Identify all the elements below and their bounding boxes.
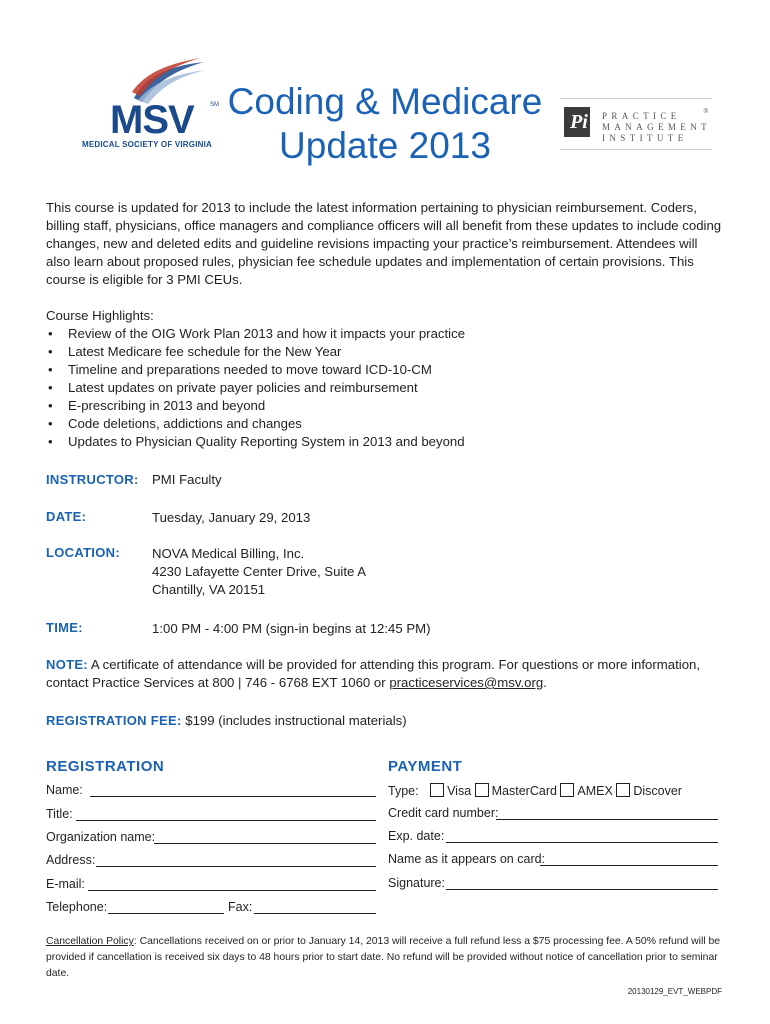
page-title xyxy=(225,80,545,168)
list-item: • E-prescribing in 2013 and beyond xyxy=(46,397,722,415)
address-label: Address: xyxy=(46,853,96,867)
course-highlights xyxy=(46,307,722,451)
msv-wordmark: MSV xyxy=(110,98,194,142)
course-description: This course is updated for 2013 to include the latest information pertaining to physician reimbursement. Coders, billing staff, physicians, office managers and compliance officers will all benefit from these updates to include coding changes, new and deleted edits and guideline revisions impacting your practice’s reimbursement. Attendees will also learn about proposed rules, physician fee schedule updates and implementation of certain provisions. This course is eligible for 3 PMI CEUs. xyxy=(46,200,722,287)
location-line-3: Chantilly, VA 20151 xyxy=(152,582,266,597)
location-label: LOCATION: xyxy=(46,545,120,560)
card-type-row xyxy=(388,783,682,798)
name-field[interactable] xyxy=(90,796,376,797)
type-label: Type: xyxy=(388,784,419,798)
discover-checkbox[interactable] xyxy=(616,783,630,797)
exp-date-field[interactable] xyxy=(446,842,718,843)
name-on-card-label: Name as it appears on card: xyxy=(388,852,546,866)
organization-field[interactable] xyxy=(154,843,376,844)
date-value: Tuesday, January 29, 2013 xyxy=(152,510,311,525)
time-label: TIME: xyxy=(46,620,83,635)
list-item: • Updates to Physician Quality Reporting System in 2013 and beyond xyxy=(46,433,722,451)
pmi-line-3: INSTITUTE xyxy=(602,133,688,143)
organization-label: Organization name: xyxy=(46,830,156,844)
highlights-heading: Course Highlights: xyxy=(46,308,154,323)
fee-block xyxy=(46,712,407,730)
instructor-value: PMI Faculty xyxy=(152,472,222,487)
title-line-2: Update 2013 xyxy=(279,125,491,166)
location-line-1: NOVA Medical Billing, Inc. xyxy=(152,546,305,561)
service-mark: SM xyxy=(210,102,219,108)
mastercard-label: MasterCard xyxy=(491,784,557,798)
time-value: 1:00 PM - 4:00 PM (sign-in begins at 12:45 PM) xyxy=(152,621,431,636)
name-on-card-field[interactable] xyxy=(540,865,718,866)
highlights-list xyxy=(46,325,722,451)
pmi-wordmark xyxy=(602,111,711,144)
card-number-label: Credit card number: xyxy=(388,806,499,820)
mastercard-checkbox[interactable] xyxy=(475,783,489,797)
pmi-line-1: PRACTICE xyxy=(602,111,681,121)
fee-label: REGISTRATION FEE: xyxy=(46,713,182,728)
title-line-1: Coding & Medicare xyxy=(227,81,543,122)
location-value xyxy=(152,545,366,599)
pmi-line-2: MANAGEMENT xyxy=(602,122,711,132)
fax-field[interactable] xyxy=(254,913,376,914)
registration-heading: REGISTRATION xyxy=(46,758,165,775)
card-number-field[interactable] xyxy=(496,819,718,820)
fax-label: Fax: xyxy=(228,900,253,914)
amex-checkbox[interactable] xyxy=(560,783,574,797)
cancellation-label: Cancellation Policy xyxy=(46,936,134,947)
signature-field[interactable] xyxy=(446,889,718,890)
list-item: • Timeline and preparations needed to move toward ICD-10-CM xyxy=(46,361,722,379)
note-contact: contact Practice Services at 800 | 746 - 6768 EXT 1060 or xyxy=(46,675,390,690)
email-label: E-mail: xyxy=(46,877,85,891)
registered-mark: ® xyxy=(703,109,708,115)
document-code: 20130129_EVT_WEBPDF xyxy=(627,987,722,996)
list-item: • Latest Medicare fee schedule for the New Year xyxy=(46,343,722,361)
note-text: A certificate of attendance will be provided for attending this program. For questions or more information, xyxy=(90,657,701,672)
date-label: DATE: xyxy=(46,509,87,524)
title-field[interactable] xyxy=(76,820,376,821)
note-period: . xyxy=(543,675,547,690)
signature-label: Signature: xyxy=(388,876,445,890)
cancellation-policy xyxy=(46,934,722,982)
email-field[interactable] xyxy=(88,890,376,891)
email-link[interactable]: practiceservices@msv.org xyxy=(389,675,544,690)
note-label: NOTE: xyxy=(46,657,88,672)
name-label: Name: xyxy=(46,783,83,797)
list-item: • Code deletions, addictions and changes xyxy=(46,415,722,433)
instructor-label: INSTRUCTOR: xyxy=(46,472,139,487)
cancellation-text: : Cancellations received on or prior to January 14, 2013 will receive a full refund less a $75 processing fee. A 50% refund will be provided if cancellation is received six days to 48 hours prior to start date. No refund will be provided without notice of cancellation prior to seminar date. xyxy=(46,936,721,979)
pmi-mark-icon: Pi xyxy=(564,107,590,137)
discover-label: Discover xyxy=(633,784,682,798)
list-item: • Latest updates on private payer policies and reimbursement xyxy=(46,379,722,397)
note-block xyxy=(46,656,736,692)
society-name: MEDICAL SOCIETY OF VIRGINIA xyxy=(81,140,212,149)
msv-logo xyxy=(72,58,222,150)
visa-label: Visa xyxy=(447,784,472,798)
fee-value: $199 (includes instructional materials) xyxy=(185,713,407,728)
title-label: Title: xyxy=(46,807,73,821)
list-item: • Review of the OIG Work Plan 2013 and how it impacts your practice xyxy=(46,325,722,343)
location-line-2: 4230 Lafayette Center Drive, Suite A xyxy=(152,564,367,579)
telephone-field[interactable] xyxy=(108,913,224,914)
payment-heading: PAYMENT xyxy=(388,758,463,775)
amex-label: AMEX xyxy=(577,784,613,798)
telephone-label: Telephone: xyxy=(46,900,108,914)
address-field[interactable] xyxy=(96,866,376,867)
pmi-logo xyxy=(560,98,712,150)
visa-checkbox[interactable] xyxy=(430,783,444,797)
exp-date-label: Exp. date: xyxy=(388,829,445,843)
